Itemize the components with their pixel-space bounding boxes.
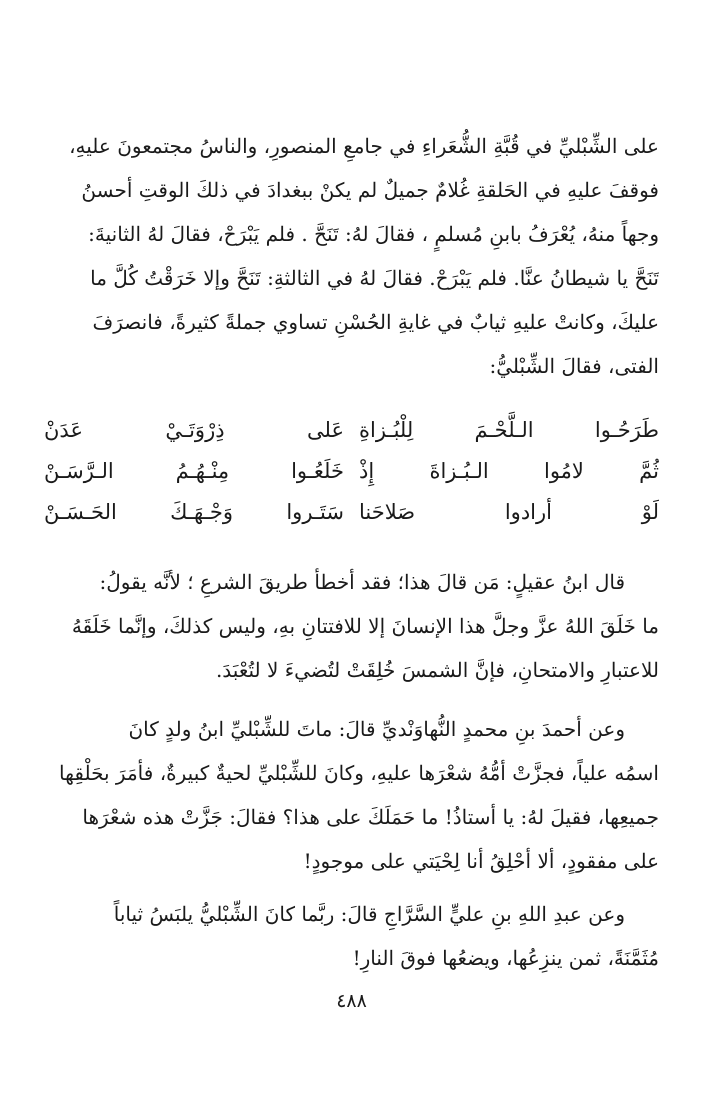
text-line: وجهاً منهُ، يُعْرَفُ بابنِ مُسلمٍ ، فقالَ لهُ: تَنَحَّ . فلم يَبْرَحْ، فقالَ لهُ الثانيةَ: xyxy=(88,222,659,246)
paragraph-sarraj xyxy=(44,892,659,980)
text-line: الفتى، فقالَ الشِّبْليُّ: xyxy=(489,354,659,378)
text-line: ما خَلَقَ اللهُ عزَّ وجلَّ هذا الإنسانَ إلا للافتتانِ بهِ، وليس كذلكَ، وإنَّما خَلَقَهُ xyxy=(71,614,659,638)
text-line: قال ابنُ عقيلٍ: مَن قالَ هذا؛ فقد أخطأ طريقَ الشرعِ ؛ لأنَّه يقولُ: xyxy=(99,570,625,594)
paragraph-ibn-aqil xyxy=(44,560,659,692)
text-line: فوقفَ عليهِ في الحَلقةِ غُلامٌ جميلٌ لم يكنْ ببغدادَ في ذلكَ الوقتِ أحسنُ xyxy=(81,178,659,202)
verse-second-hemistich: سَتَـروا وَجْـهَـكَ الحَـسَـنْ xyxy=(44,500,344,524)
poem-verse xyxy=(44,492,659,533)
verse-second-hemistich: خَلَعُـوا مِنْـهُـمُ الـرَّسَـنْ xyxy=(44,459,344,483)
text-line: وعن أحمدَ بنِ محمدٍ النُّهاوَنْديِّ قالَ: ماتَ للشِّبْليِّ ابنُ ولدٍ كانَ xyxy=(128,717,625,741)
poem xyxy=(44,410,659,533)
text-line: للاعتبارِ والامتحانِ، فإنَّ الشمسَ خُلِقَتْ لتُضيءَ لا لتُعْبَدَ. xyxy=(215,658,659,682)
verse-first-hemistich: لَوْ أرادوا صَلاحَنا xyxy=(359,500,659,524)
text-line: على الشِّبْليِّ في قُبَّةِ الشُّعَراءِ في جامعِ المنصورِ، والناسُ مجتمعونَ عليهِ، xyxy=(69,134,659,158)
text-line: جميعِها، فقيلَ لهُ: يا أستاذُ! ما حَمَلَكَ على هذا؟ فقالَ: جَزَّتْ هذه شعْرَها xyxy=(82,805,659,829)
paragraph-intro xyxy=(44,124,659,388)
verse-second-hemistich: عَلى ذِرْوَتَـيْ عَدَنْ xyxy=(44,418,344,442)
page-number: ٤٨٨ xyxy=(336,990,367,1012)
text-line: مُثَمَّنَةً، ثمن ينزِعُها، ويضعُها فوقَ النارِ! xyxy=(352,946,659,970)
text-line: على مفقودٍ، ألا أحْلِقُ أنا لِحْيَتي على موجودٍ! xyxy=(303,849,659,873)
poem-verse xyxy=(44,451,659,492)
text-line: تَنَحَّ يا شيطانُ عنَّا. فلم يَبْرَحْ. فقالَ لهُ في الثالثةِ: تَنَحَّ وإلا خَرَقْتُ كُلَّ ما xyxy=(90,266,659,290)
text-line: عليكَ، وكانتْ عليهِ ثيابٌ في غايةِ الحُسْنِ تساوي جملةً كثيرةً، فانصرَفَ xyxy=(92,310,659,334)
text-line: اسمُه علياً، فجزَّتْ أمُّهُ شعْرَها عليهِ، وكانَ للشِّبْليِّ لحيةٌ كبيرةٌ، فأمَرَ بحَلْقِها xyxy=(59,761,659,785)
verse-first-hemistich: طَرَحُـوا الـلَّحْـمَ لِلْبُـزاةِ xyxy=(359,418,659,442)
text-line: وعن عبدِ اللهِ بنِ عليٍّ السَّرَّاجِ قالَ: ربَّما كانَ الشِّبْليُّ يلبَسُ ثياباً xyxy=(113,902,625,926)
verse-first-hemistich: ثُمَّ لامُوا الـبُـزاةَ إِذْ xyxy=(359,459,659,483)
poem-verse xyxy=(44,410,659,451)
paragraph-nahawandi xyxy=(44,707,659,883)
